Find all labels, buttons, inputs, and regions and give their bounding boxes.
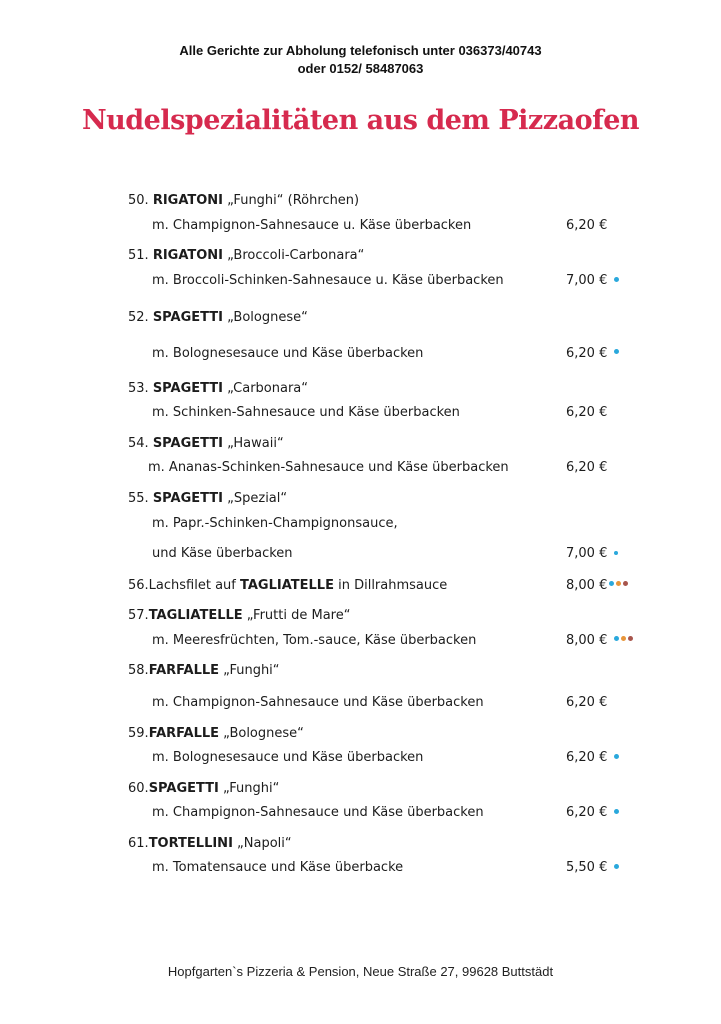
menu-item-54-price: 6,20 € (566, 460, 608, 475)
menu-item-61-title: 61.TORTELLINI „Napoli“ (128, 836, 292, 851)
blue-dot (609, 581, 614, 586)
allergen-dots (614, 864, 621, 870)
menu-item-60-title: 60.SPAGETTI „Funghi“ (128, 781, 280, 796)
menu-item-55-description-2: und Käse überbacken (152, 546, 293, 561)
menu-item-53-title: 53. SPAGETTI „Carbonara“ (128, 381, 309, 396)
menu-item-55-description: m. Papr.-Schinken-Champignonsauce, (152, 516, 398, 531)
menu-item-59-title: 59.FARFALLE „Bolognese“ (128, 726, 304, 741)
menu-item-51-description: m. Broccoli-Schinken-Sahnesauce u. Käse überbacken (152, 273, 504, 288)
menu-item-52-description: m. Bolognesesauce und Käse überbacken (152, 346, 424, 361)
allergen-dots (614, 349, 621, 355)
footer-address: Hopfgarten`s Pizzeria & Pension, Neue Straße 27, 99628 Buttstädt (167, 964, 554, 979)
menu-item-58-price: 6,20 € (566, 695, 608, 710)
menu-item-52-price: 6,20 € (566, 346, 608, 361)
orange-dot (616, 581, 621, 586)
menu-item-50-description: m. Champignon-Sahnesauce u. Käse überbacken (152, 218, 472, 233)
menu-item-53-price: 6,20 € (566, 405, 608, 420)
brown-dot (628, 636, 633, 641)
allergen-dots (614, 277, 621, 283)
menu-item-50-price: 6,20 € (566, 218, 608, 233)
blue-dot (614, 864, 619, 869)
menu-item-56-price: 8,00 € (566, 578, 608, 593)
menu-item-59-price: 6,20 € (566, 750, 608, 765)
menu-item-58-description: m. Champignon-Sahnesauce und Käse überbacken (152, 695, 484, 710)
menu-item-59-description: m. Bolognesesauce und Käse überbacken (152, 750, 424, 765)
blue-dot (614, 636, 619, 641)
order-phone-line: Alle Gerichte zur Abholung telefonisch unter 036373/40743 (179, 43, 542, 58)
blue-dot (614, 349, 619, 354)
blue-dot (614, 277, 619, 282)
blue-dot (614, 551, 618, 555)
menu-item-56-title: 56.Lachsfilet auf TAGLIATELLE in Dillrahmsauce (128, 578, 448, 593)
menu-item-54-description: m. Ananas-Schinken-Sahnesauce und Käse überbacken (148, 460, 509, 475)
allergen-dots (614, 809, 621, 815)
menu-item-52-title: 52. SPAGETTI „Bolognese“ (128, 310, 308, 325)
menu-item-50-title: 50. RIGATONI „Funghi“ (Röhrchen) (128, 193, 360, 208)
menu-item-61-price: 5,50 € (566, 860, 608, 875)
menu-item-60-price: 6,20 € (566, 805, 608, 820)
menu-item-55-title: 55. SPAGETTI „Spezial“ (128, 491, 288, 506)
blue-dot (614, 809, 619, 814)
menu-section-title: Nudelspezialitäten aus dem Pizzaofen (81, 105, 640, 136)
menu-item-53-description: m. Schinken-Sahnesauce und Käse überbacken (152, 405, 460, 420)
menu-item-60-description: m. Champignon-Sahnesauce und Käse überbacken (152, 805, 484, 820)
allergen-dots (609, 581, 630, 587)
orange-dot (621, 636, 626, 641)
brown-dot (623, 581, 628, 586)
blue-dot (614, 754, 619, 759)
menu-item-57-price: 8,00 € (566, 633, 608, 648)
allergen-dots (614, 754, 621, 760)
allergen-dots (614, 636, 635, 642)
menu-item-57-description: m. Meeresfrüchten, Tom.-sauce, Käse überbacken (152, 633, 477, 648)
menu-item-57-title: 57.TAGLIATELLE „Frutti de Mare“ (128, 608, 351, 623)
menu-item-54-title: 54. SPAGETTI „Hawaii“ (128, 436, 284, 451)
menu-item-51-price: 7,00 € (566, 273, 608, 288)
allergen-dots (614, 551, 620, 557)
order-phone-line-2: oder 0152/ 58487063 (297, 61, 424, 76)
menu-item-58-title: 58.FARFALLE „Funghi“ (128, 663, 280, 678)
menu-item-51-title: 51. RIGATONI „Broccoli-Carbonara“ (128, 248, 365, 263)
menu-item-55-price: 7,00 € (566, 546, 608, 561)
menu-item-61-description: m. Tomatensauce und Käse überbacke (152, 860, 404, 875)
